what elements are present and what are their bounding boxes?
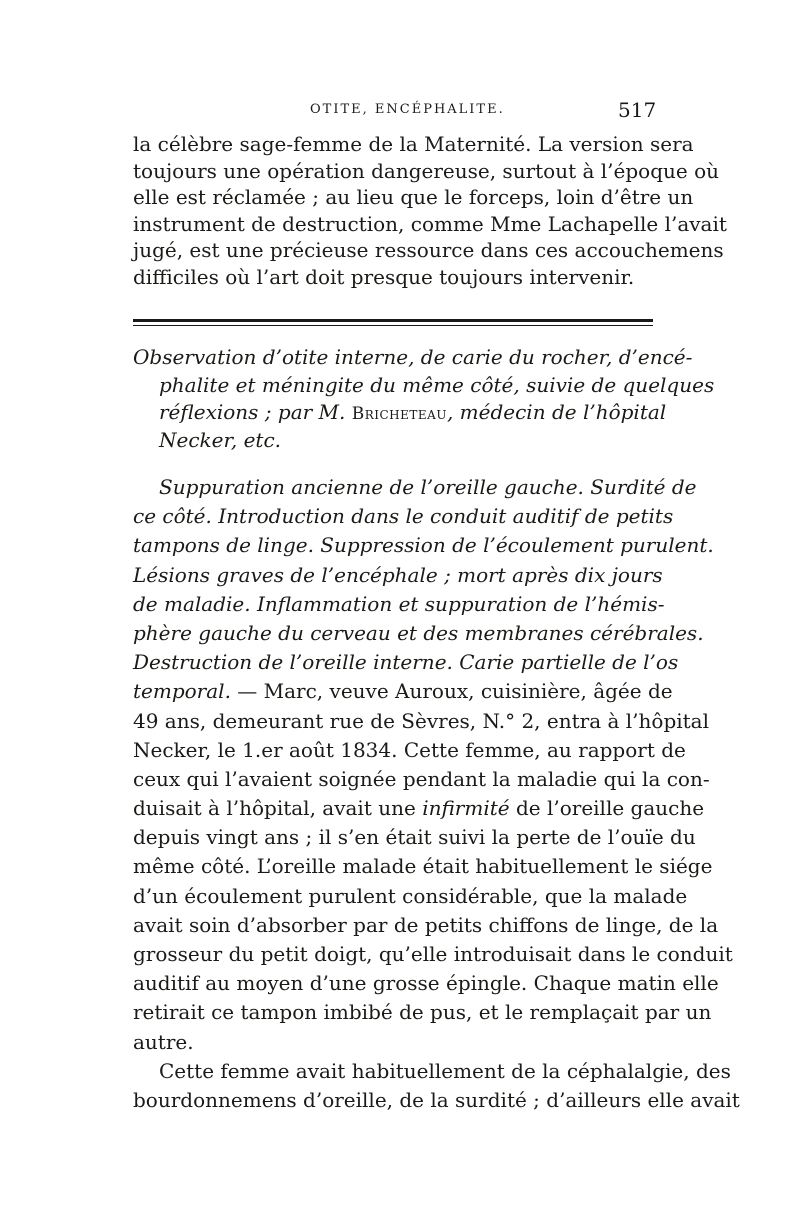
case-line <box>133 677 673 706</box>
case-text: duisait à l’hôpital, avait une <box>133 796 423 821</box>
case-body <box>133 473 740 1115</box>
summary-line: de maladie. Inflammation et suppuration de l’hémis- <box>133 591 665 616</box>
text-line: jugé, est une précieuse ressource dans ces accouchemens <box>133 238 724 262</box>
text-line: toujours une opération dangereuse, surtout à l’époque où <box>133 158 720 183</box>
running-head <box>0 98 800 126</box>
case-line: même côté. L’oreille malade était habituellement le siége <box>133 854 713 879</box>
case-line: 49 ans, demeurant rue de Sèvres, N.° 2, entra à l’hôpital <box>133 708 709 733</box>
title-line: Necker, etc. <box>159 427 282 452</box>
case-line: grosseur du petit doigt, qu’elle introduisait dans le conduit <box>133 942 733 966</box>
observation-title <box>133 344 715 454</box>
case-line: d’un écoulement purulent considérable, que la malade <box>133 883 688 908</box>
text-line: instrument de destruction, comme Mme Lachapelle l’avait <box>133 211 727 236</box>
case-italic-text: temporal. <box>133 679 231 704</box>
author-name: Bricheteau <box>351 404 447 424</box>
summary-line: tampons de linge. Suppression de l’écoulement purulent. <box>133 533 714 558</box>
case-text: — Marc, veuve Auroux, cuisinière, âgée de <box>230 679 673 704</box>
title-text: , médecin de l’hôpital <box>446 400 667 424</box>
section-divider <box>133 319 653 322</box>
section-divider-thin <box>133 325 653 326</box>
running-title: OTITE, ENCÉPHALITE. <box>310 102 505 117</box>
text-line: la célèbre sage-femme de la Maternité. La version sera <box>133 132 694 156</box>
title-text: réflexions ; par M. <box>159 400 346 424</box>
summary-line: Destruction de l’oreille interne. Carie partielle de l’os <box>133 650 679 675</box>
case-text: de l’oreille gauche <box>509 796 705 821</box>
case-line <box>133 794 705 823</box>
paragraph-1 <box>133 131 727 290</box>
case-line: depuis vingt ans ; il s’en était suivi la perte de l’ouïe du <box>133 825 696 850</box>
case-line: retirait ce tampon imbibé de pus, et le remplaçait par un <box>133 1000 712 1025</box>
summary-line: Lésions graves de l’encéphale ; mort après dix jours <box>133 562 663 587</box>
case-line: Necker, le 1.er août 1834. Cette femme, au rapport de <box>133 737 686 762</box>
case-line: bourdonnemens d’oreille, de la surdité ; d’ailleurs elle avait <box>133 1087 740 1112</box>
title-line <box>133 399 667 427</box>
case-line: autre. <box>133 1029 194 1054</box>
summary-line: phère gauche du cerveau et des membranes cérébrales. <box>133 620 704 645</box>
page-number: 517 <box>618 98 657 122</box>
case-line: auditif au moyen d’une grosse épingle. Chaque matin elle <box>133 971 719 996</box>
title-line: Observation d’otite interne, de carie du rocher, d’encé- <box>133 345 693 369</box>
case-line: avait soin d’absorber par de petits chiffons de linge, de la <box>133 912 719 937</box>
case-italic-text: infirmité <box>422 796 510 821</box>
summary-line: Suppuration ancienne de l’oreille gauche. Surdité de <box>159 475 697 499</box>
case-line: Cette femme avait habituellement de la céphalalgie, des <box>159 1058 731 1083</box>
title-line: phalite et méningite du même côté, suivie de quelques <box>159 372 715 397</box>
text-line: difficiles où l’art doit presque toujours intervenir. <box>133 264 635 289</box>
summary-line: ce côté. Introduction dans le conduit auditif de petits <box>133 504 674 529</box>
case-line: ceux qui l’avaient soignée pendant la maladie qui la con- <box>133 766 710 791</box>
text-line: elle est réclamée ; au lieu que le forceps, loin d’être un <box>133 185 694 209</box>
